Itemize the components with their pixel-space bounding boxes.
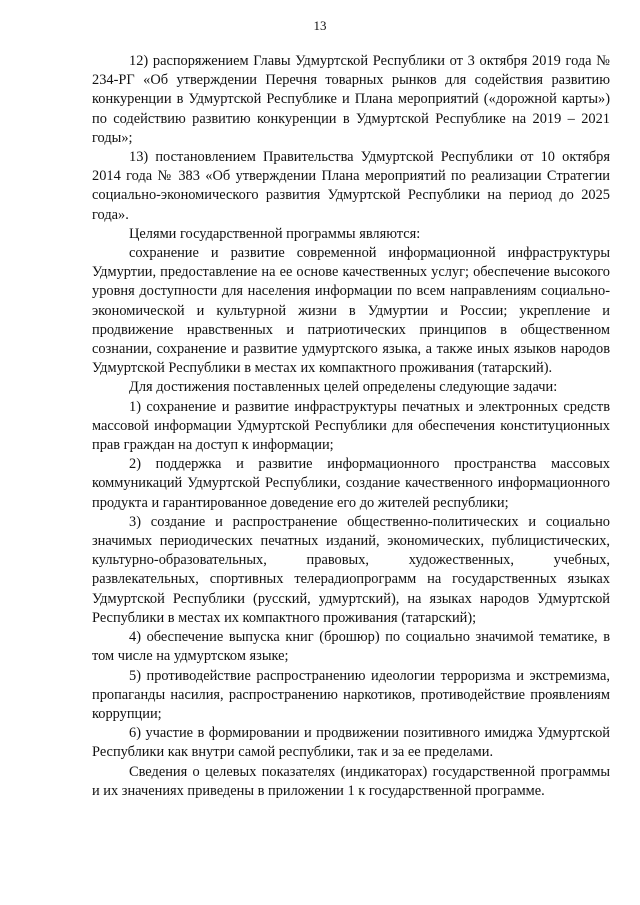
- task-3: 3) создание и распространение общественно-политических и социально значимых периодических печатных изданий, экономических, публицистических, культурно-образовательных, правовых, художественных, учебных, развлекательных, спортивных телерадиопрограмм на государственных языках Удмуртской Республики (русский, удмуртский), на языках народов Удмуртской Республики в местах их компактного проживания (татарский);: [92, 513, 610, 626]
- page-number: 13: [313, 18, 327, 33]
- indicators-note: Сведения о целевых показателях (индикаторах) государственной программы и их значениях приведены в приложении 1 к государственной программе.: [92, 763, 610, 799]
- task-6: 6) участие в формировании и продвижении позитивного имиджа Удмуртской Республики как внутри самой республики, так и за ее пределами.: [92, 725, 610, 761]
- task-2: 2) поддержка и развитие информационного пространства массовых коммуникаций Удмуртской Республики, создание качественного информационного продукта и гарантированное доведение его до жителей республики;: [92, 456, 610, 511]
- goals-text: сохранение и развитие современной информационной инфраструктуры Удмуртии, предоставление на ее основе качественных услуг; обеспечение высокого уровня доступности для населения информации по всем направлениям социально-экономической и культурной жизни в Удмуртии и России; укрепление и продвижение нравственных и патриотических принципов в общественном сознании, сохранение и развитие удмуртского языка, а также иных языков народов Удмуртской Республики в местах их компактного проживания (татарский).: [92, 245, 610, 377]
- paragraph-item-12: 12) распоряжением Главы Удмуртской Республики от 3 октября 2019 года № 234-РГ «Об утверждении Перечня товарных рынков для содействия развитию конкуренции в Удмуртской Республике и Плана мероприятий («дорожной карты») по содействию развитию конкуренции в Удмуртской Республике на 2019 – 2021 годы»;: [92, 53, 610, 146]
- task-4: 4) обеспечение выпуска книг (брошюр) по социально значимой тематике, в том числе на удмуртском языке;: [92, 629, 610, 665]
- tasks-heading: Для достижения поставленных целей определены следующие задачи:: [129, 379, 558, 396]
- goals-heading: Целями государственной программы являются:: [129, 225, 421, 242]
- paragraph-item-13: 13) постановлением Правительства Удмуртской Республики от 10 октября 2014 года № 383 «Об утверждении Плана мероприятий по реализации Стратегии социально-экономического развития Удмуртской Республики на период до 2025 года».: [92, 149, 610, 223]
- document-body: [92, 52, 610, 801]
- task-5: 5) противодействие распространению идеологии терроризма и экстремизма, пропаганды насилия, распространению наркотиков, противодействие проявлениям коррупции;: [92, 667, 610, 722]
- task-1: 1) сохранение и развитие инфраструктуры печатных и электронных средств массовой информации Удмуртской Республики для обеспечения конституционных прав граждан на доступ к информации;: [92, 398, 610, 454]
